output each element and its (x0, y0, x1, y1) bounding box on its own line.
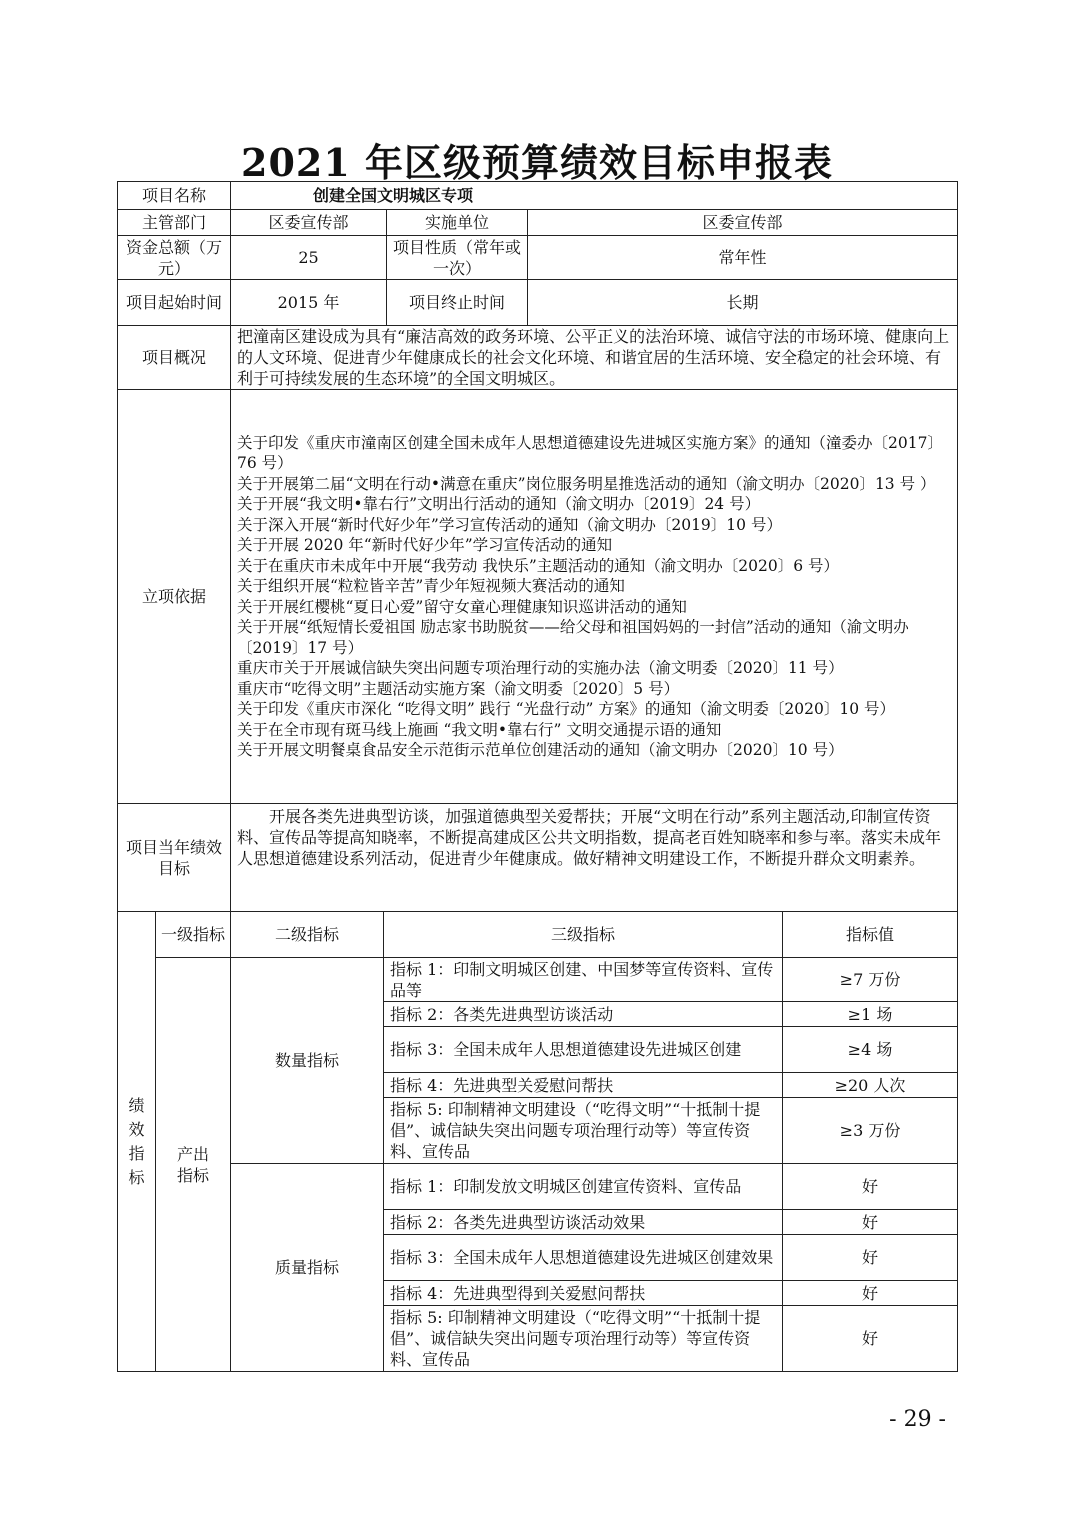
fund-label: 资金总额（万元） (118, 236, 231, 280)
quality-indicator-value: 好 (783, 1235, 958, 1281)
basis-item: 关于印发《重庆市深化 “吃得文明” 践行 “光盘行动” 方案》的通知（渝文明委〔2020〕10 号） (237, 700, 896, 718)
basis-item: 关于深入开展“新时代好少年”学习宣传活动的通知（渝文明办〔2019〕10 号） (237, 515, 782, 534)
nature-label: 项目性质（常年或一次） (387, 236, 528, 280)
basis-item: 关于组织开展“粒粒皆辛苦”青少年短视频大赛活动的通知 (237, 577, 625, 595)
quantity-indicator-value: ≥4 场 (783, 1027, 958, 1073)
fund-value: 25 (231, 236, 387, 280)
basic-info-table (117, 181, 958, 912)
quantity-indicator-value: ≥7 万份 (783, 958, 958, 1002)
quality-indicator-name: 指标 4：先进典型得到关爱慰问帮扶 (384, 1281, 783, 1306)
quantity-indicator-value: ≥20 人次 (783, 1073, 958, 1098)
basis-list (231, 390, 958, 804)
basis-item: 关于开展“我文明•靠右行”文明出行活动的通知（渝文明办〔2019〕24 号） (237, 495, 761, 513)
quality-indicator-value: 好 (783, 1210, 958, 1235)
basis-label: 立项依据 (118, 390, 231, 804)
quality-indicator-name: 指标 3：全国未成年人思想道德建设先进城区创建效果 (384, 1235, 783, 1281)
quality-indicator-value: 好 (783, 1164, 958, 1210)
quantity-indicator-name: 指标 1：印制文明城区创建、中国梦等宣传资料、宣传品等 (384, 958, 783, 1002)
header-level2: 二级指标 (231, 912, 384, 958)
quality-indicator-value: 好 (783, 1306, 958, 1372)
quantity-indicator-name: 指标 4：先进典型关爱慰问帮扶 (384, 1073, 783, 1098)
quantity-indicator-name: 指标 3：全国未成年人思想道德建设先进城区创建 (384, 1027, 783, 1073)
nature-value: 常年性 (528, 236, 958, 280)
perf-indicator-label: 绩效指标 (118, 912, 156, 1372)
basis-item: 重庆市关于开展诚信缺失突出问题专项治理行动的实施办法（渝文明委〔2020〕11 号） (237, 659, 844, 677)
basis-item: 关于开展第二届“文明在行动•满意在重庆”岗位服务明星推选活动的通知（渝文明办〔2020〕13 号 ） (237, 474, 936, 493)
quality-indicator-name: 指标 1：印制发放文明城区创建宣传资料、宣传品 (384, 1164, 783, 1210)
end-value: 长期 (528, 280, 958, 326)
quantity-indicator-value: ≥1 场 (783, 1002, 958, 1027)
quality-indicator-value: 好 (783, 1281, 958, 1306)
header-level1: 一级指标 (156, 912, 231, 958)
quality-indicator-label: 质量指标 (231, 1164, 384, 1372)
quality-indicator-name: 指标 5: 印制精神文明建设（“吃得文明”“十抵制十提倡”、诚信缺失突出问题专项治理行动等）等宣传资料、宣传品 (384, 1306, 783, 1372)
basis-item: 关于在重庆市未成年中开展“我劳动 我快乐”主题活动的通知（渝文明办〔2020〕6 号） (237, 556, 840, 575)
overview-label: 项目概况 (118, 326, 231, 390)
quantity-indicator-name: 指标 2：各类先进典型访谈活动 (384, 1002, 783, 1027)
project-name-label: 项目名称 (118, 182, 231, 210)
overview-text: 把潼南区建设成为具有“廉洁高效的政务环境、公平正义的法治环境、诚信守法的市场环境、健康向上的人文环境、促进青少年健康成长的社会文化环境、和谐宜居的生活环境、安全稳定的社会环境、有利于可持续发展的生态环境”的全国文明城区。 (231, 326, 958, 390)
impl-value: 区委宣传部 (528, 210, 958, 236)
dept-label: 主管部门 (118, 210, 231, 236)
basis-item: 重庆市“吃得文明”主题活动实施方案（渝文明委〔2020〕5 号） (237, 679, 680, 698)
quantity-indicator-label: 数量指标 (231, 958, 384, 1164)
start-label: 项目起始时间 (118, 280, 231, 326)
indicator-table (117, 911, 958, 1372)
page-title: 2021 年区级预算绩效目标申报表 (241, 140, 833, 185)
quantity-indicator-name: 指标 5: 印制精神文明建设（“吃得文明”“十抵制十提倡”、诚信缺失突出问题专项治理行动等）等宣传资料、宣传品 (384, 1098, 783, 1164)
page-number: - 29 - (889, 1407, 946, 1432)
impl-label: 实施单位 (387, 210, 528, 236)
basis-item: 关于在全市现有斑马线上施画 “我文明•靠右行” 文明交通提示语的通知 (237, 720, 722, 739)
basis-item: 关于开展文明餐桌食品安全示范街示范单位创建活动的通知（渝文明办〔2020〕10 号） (237, 741, 844, 759)
end-label: 项目终止时间 (387, 280, 528, 326)
quality-indicator-name: 指标 2：各类先进典型访谈活动效果 (384, 1210, 783, 1235)
basis-item: 关于开展“纸短情长爱祖国 励志家书助脱贫——给父母和祖国妈妈的一封信”活动的通知（渝文明办〔2019〕17 号） (237, 618, 909, 657)
goal-label: 项目当年绩效目标 (118, 804, 231, 912)
header-level3: 三级指标 (384, 912, 783, 958)
basis-item: 关于印发《重庆市潼南区创建全国未成年人思想道德建设先进城区实施方案》的通知（潼委办〔2017〕76 号） (237, 433, 943, 472)
goal-text: 开展各类先进典型访谈，加强道德典型关爱帮扶；开展“文明在行动”系列主题活动,印制宣传资料、宣传品等提高知晓率，不断提高建成区公共文明指数，提高老百姓知晓率和参与率。落实未成年人思想道德建设系列活动，促进青少年健康成。做好精神文明建设工作，不断提升群众文明素养。 (231, 804, 958, 912)
basis-item: 关于开展红樱桃“夏日心爱”留守女童心理健康知识巡讲活动的通知 (237, 597, 687, 616)
header-value: 指标值 (783, 912, 958, 958)
dept-value: 区委宣传部 (231, 210, 387, 236)
project-name-value: 创建全国文明城区专项 (231, 182, 958, 210)
start-value: 2015 年 (231, 280, 387, 326)
level1-output: 产出指标 (156, 958, 231, 1372)
basis-item: 关于开展 2020 年“新时代好少年”学习宣传活动的通知 (237, 536, 613, 554)
quantity-indicator-value: ≥3 万份 (783, 1098, 958, 1164)
